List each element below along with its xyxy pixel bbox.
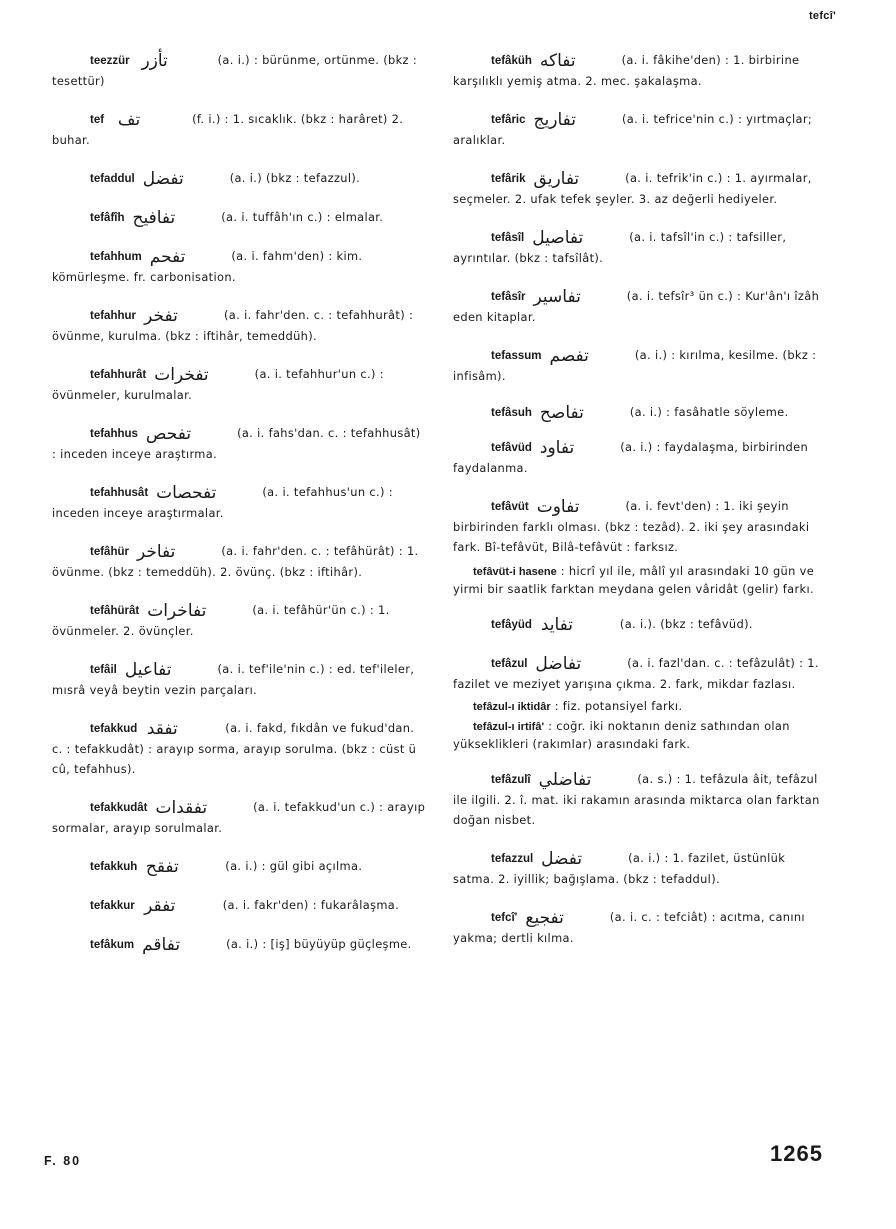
headword: tefahhurât xyxy=(90,369,147,381)
definition: : fiz. potansiyel farkı. xyxy=(554,699,683,713)
arabic-script: تفاخرات xyxy=(147,601,207,621)
headword: tefakkuh xyxy=(90,861,138,873)
arabic-script: تفاصح xyxy=(539,403,584,423)
definition: (a. i. tefahhur'un c.) : övünmeler, kurulmalar. xyxy=(52,367,384,402)
headword: tefâyüd xyxy=(491,619,532,631)
headword: tefazzul xyxy=(491,853,534,865)
headword: tefâhür xyxy=(90,546,129,558)
arabic-script: تفقر xyxy=(144,896,176,916)
dictionary-entry xyxy=(52,207,427,228)
arabic-script: تفاعيل xyxy=(124,660,172,680)
signature-mark: F. 80 xyxy=(44,1154,82,1168)
dictionary-entry xyxy=(52,364,427,405)
arabic-script: تفاخر xyxy=(136,542,176,562)
sub-entry xyxy=(453,563,828,598)
headword: tefâric xyxy=(491,114,526,126)
page-number: 1265 xyxy=(770,1141,823,1166)
headword: tefâzul xyxy=(491,658,528,670)
arabic-script: تفجيع xyxy=(525,908,564,928)
headword: tefârik xyxy=(491,173,526,185)
arabic-script: تفقدات xyxy=(155,798,208,818)
headword: tef xyxy=(90,114,105,126)
arabic-script: تفاكه xyxy=(539,51,576,71)
headword: tefâzul-ı iktidâr xyxy=(473,701,551,713)
headword: tefahhusât xyxy=(90,487,149,499)
dictionary-entry xyxy=(52,305,427,346)
definition: (a. i.) : kırılma, kesilme. (bkz : infisâm). xyxy=(453,348,817,383)
headword: tefahhum xyxy=(90,251,142,263)
arabic-script: تفحص xyxy=(145,424,192,444)
dictionary-entry xyxy=(52,246,427,287)
sub-entry xyxy=(453,718,828,753)
dictionary-entry xyxy=(52,109,427,150)
definition: (a. i. tefahhus'un c.) : inceden inceye araştırmalar. xyxy=(52,485,393,520)
left-column xyxy=(52,50,427,955)
headword: tefâfîh xyxy=(90,212,125,224)
definition: (a. i. tefsîr³ ün c.) : Kur'ân'ı îzâh eden kitaplar. xyxy=(453,289,820,324)
definition: (f. i.) : 1. sıcaklık. (bkz : harâret) 2. buhar. xyxy=(52,112,404,147)
arabic-script: تفضل xyxy=(142,169,184,189)
definition: (a. i.) (bkz : tefazzul). xyxy=(229,171,361,185)
headword: tefcî' xyxy=(491,912,518,924)
guide-word: tefcî' xyxy=(808,10,836,22)
headword: tefâzulî xyxy=(491,774,531,786)
headword: tefakkudât xyxy=(90,802,148,814)
definition: : coğr. iki noktanın deniz sathından olan yükseklikleri (rakımlar) arasındaki fark. xyxy=(453,719,790,751)
definition: (a. i. c. : tefciât) : acıtma, canını yakma; dertli kılma. xyxy=(453,910,805,945)
arabic-script: تفقد xyxy=(146,719,178,739)
dictionary-entry xyxy=(52,541,427,582)
arabic-script: تفقح xyxy=(145,857,179,877)
definition: (a. i. tuffâh'ın c.) : elmalar. xyxy=(221,210,384,224)
definition: (a. i. tefakkud'un c.) : arayıp sormalar, arayıp sorulmalar. xyxy=(52,800,426,835)
dictionary-entry xyxy=(453,437,828,478)
arabic-script: تفخرات xyxy=(154,365,209,385)
arabic-script: تفاود xyxy=(539,438,575,458)
definition: (a. i. tefrice'nin c.) : yırtmaçlar; aralıklar. xyxy=(453,112,813,147)
definition: (a. i.) : bürünme, ortünme. (bkz : tesettür) xyxy=(52,53,418,88)
definition: (a. i. fevt'den) : 1. iki şeyin birbirinden farklı olması. (bkz : tezâd). 2. iki şey arasındaki fark. Bî-tefâvüt, Bilâ-tefâvüt : farksız. xyxy=(453,499,810,554)
headword: tefâvüt-i hasene xyxy=(473,566,557,578)
definition: (a. i. fakr'den) : fukarâlaşma. xyxy=(222,898,400,912)
dictionary-entry xyxy=(453,50,828,91)
arabic-script: تفحصات xyxy=(156,483,217,503)
sub-entry xyxy=(453,698,828,716)
arabic-script: تفاضل xyxy=(535,654,582,674)
definition: (a. i. tefrik'in c.) : 1. ayırmalar, seçmeler. 2. ufak tefek şeyler. 3. az değerli hediyeler. xyxy=(453,171,812,206)
headword: tefâsîl xyxy=(491,232,525,244)
dictionary-entry xyxy=(52,482,427,523)
definition: (a. i. fahr'den. c. : tefahhurât) : övünme, kurulma. (bkz : iftihâr, temeddüh). xyxy=(52,308,414,343)
definition: (a. i. fazl'dan. c. : tefâzulât) : 1. fazilet ve meziyet yarışına çıkma. 2. fark, mikdar fazlası. xyxy=(453,656,819,691)
definition: (a. i.). (bkz : tefâvüd). xyxy=(619,617,753,631)
headword: tefâkum xyxy=(90,939,135,951)
headword: tefahhur xyxy=(90,310,136,322)
headword: tefâzul-ı irtifâ' xyxy=(473,721,545,733)
headword: tefâsuh xyxy=(491,407,532,419)
dictionary-entry xyxy=(453,848,828,889)
dictionary-entry xyxy=(52,797,427,838)
headword: teezzür xyxy=(90,55,130,67)
arabic-script: تأزر xyxy=(141,51,168,71)
headword: tefakkud xyxy=(90,723,138,735)
dictionary-entry xyxy=(52,895,427,916)
dictionary-entry xyxy=(52,168,427,189)
definition: (a. i. fâkihe'den) : 1. birbirine karşılıklı yemiş atma. 2. mec. şakalaşma. xyxy=(453,53,800,88)
definition: (a. i. fahr'den. c. : tefâhürât) : 1. övünme. (bkz : temeddüh). 2. övünç. (bkz : iftihâr). xyxy=(52,544,419,579)
dictionary-entry xyxy=(453,109,828,150)
arabic-script: تفافيح xyxy=(132,208,176,228)
arabic-script: تفاسير xyxy=(533,287,581,307)
arabic-script: تفضل xyxy=(541,849,583,869)
definition: (a. i. tef'ile'nin c.) : ed. tef'ileler, mısrâ veyâ beytin vezin parçaları. xyxy=(52,662,415,697)
arabic-script: تف xyxy=(117,110,141,130)
dictionary-entry xyxy=(453,345,828,386)
headword: tefâil xyxy=(90,664,117,676)
right-column xyxy=(453,50,828,948)
definition: (a. i. fahs'dan. c. : tefahhusât) : inceden inceye araştırma. xyxy=(52,426,421,461)
headword: tefaddul xyxy=(90,173,135,185)
arabic-script: تفخر xyxy=(144,306,178,326)
definition: (a. i. tefâhür'ün c.) : 1. övünmeler. 2. övünçler. xyxy=(52,603,390,638)
arabic-script: تفاريق xyxy=(533,169,580,189)
dictionary-entry xyxy=(52,856,427,877)
definition: (a. i.) : gül gibi açılma. xyxy=(225,859,363,873)
headword: tefâvüt xyxy=(491,501,529,513)
dictionary-entry xyxy=(453,769,828,830)
dictionary-entry xyxy=(52,423,427,464)
definition: (a. s.) : 1. tefâzula âit, tefâzul ile ilgili. 2. î. mat. iki rakamın arasında miktarca olan farktan doğan nisbet. xyxy=(453,772,820,827)
dictionary-entry xyxy=(453,227,828,268)
definition: : hicrî yıl ile, mâlî yıl arasındaki 10 gün ve yirmi bir saatlik farktan meydana gelen vâridât (gelir) farkı. xyxy=(453,564,815,596)
dictionary-entry xyxy=(52,934,427,955)
headword: tefâhürât xyxy=(90,605,140,617)
dictionary-entry xyxy=(52,718,427,779)
dictionary-entry xyxy=(453,653,828,694)
definition: (a. i.) : [iş] büyüyüp güçleşme. xyxy=(226,937,412,951)
arabic-script: تفاصيل xyxy=(532,228,584,248)
headword: tefahhus xyxy=(90,428,138,440)
arabic-script: تفصم xyxy=(549,346,589,366)
dictionary-entry xyxy=(52,600,427,641)
headword: tefâsîr xyxy=(491,291,526,303)
headword: tefâküh xyxy=(491,55,532,67)
dictionary-entry xyxy=(453,286,828,327)
definition: (a. i. fakd, fıkdân ve fukud'dan. c. : tefakkudât) : arayıp sorma, arayıp sorulma. (bkz : cüst ü cû, tefahhus). xyxy=(52,721,417,776)
definition: (a. i. fahm'den) : kim. kömürleşme. fr. carbonisation. xyxy=(52,249,363,284)
headword: tefassum xyxy=(491,350,542,362)
dictionary-entry xyxy=(453,614,828,635)
arabic-script: تفاوت xyxy=(536,497,580,517)
headword: tefâvüd xyxy=(491,442,532,454)
headword: tefakkur xyxy=(90,900,135,912)
arabic-script: تفايد xyxy=(540,615,573,635)
dictionary-entry xyxy=(453,907,828,948)
arabic-script: تفاريج xyxy=(533,110,576,130)
dictionary-entry xyxy=(453,168,828,209)
definition: (a. i.) : faydalaşma, birbirinden faydalanma. xyxy=(453,440,809,475)
dictionary-entry xyxy=(453,402,828,423)
arabic-script: تفاقم xyxy=(142,935,181,955)
definition: (a. i.) : fasâhatle söyleme. xyxy=(629,405,789,419)
dictionary-entry xyxy=(52,659,427,700)
definition: (a. i. tafsîl'in c.) : tafsiller, ayrıntılar. (bkz : tafsîlât). xyxy=(453,230,787,265)
arabic-script: تفاضلي xyxy=(538,770,592,790)
dictionary-entry xyxy=(453,496,828,557)
definition: (a. i.) : 1. fazilet, üstünlük satma. 2. iyillik; bağışlama. (bkz : tefaddul). xyxy=(453,851,786,886)
arabic-script: تفحم xyxy=(149,247,186,267)
dictionary-entry xyxy=(52,50,427,91)
